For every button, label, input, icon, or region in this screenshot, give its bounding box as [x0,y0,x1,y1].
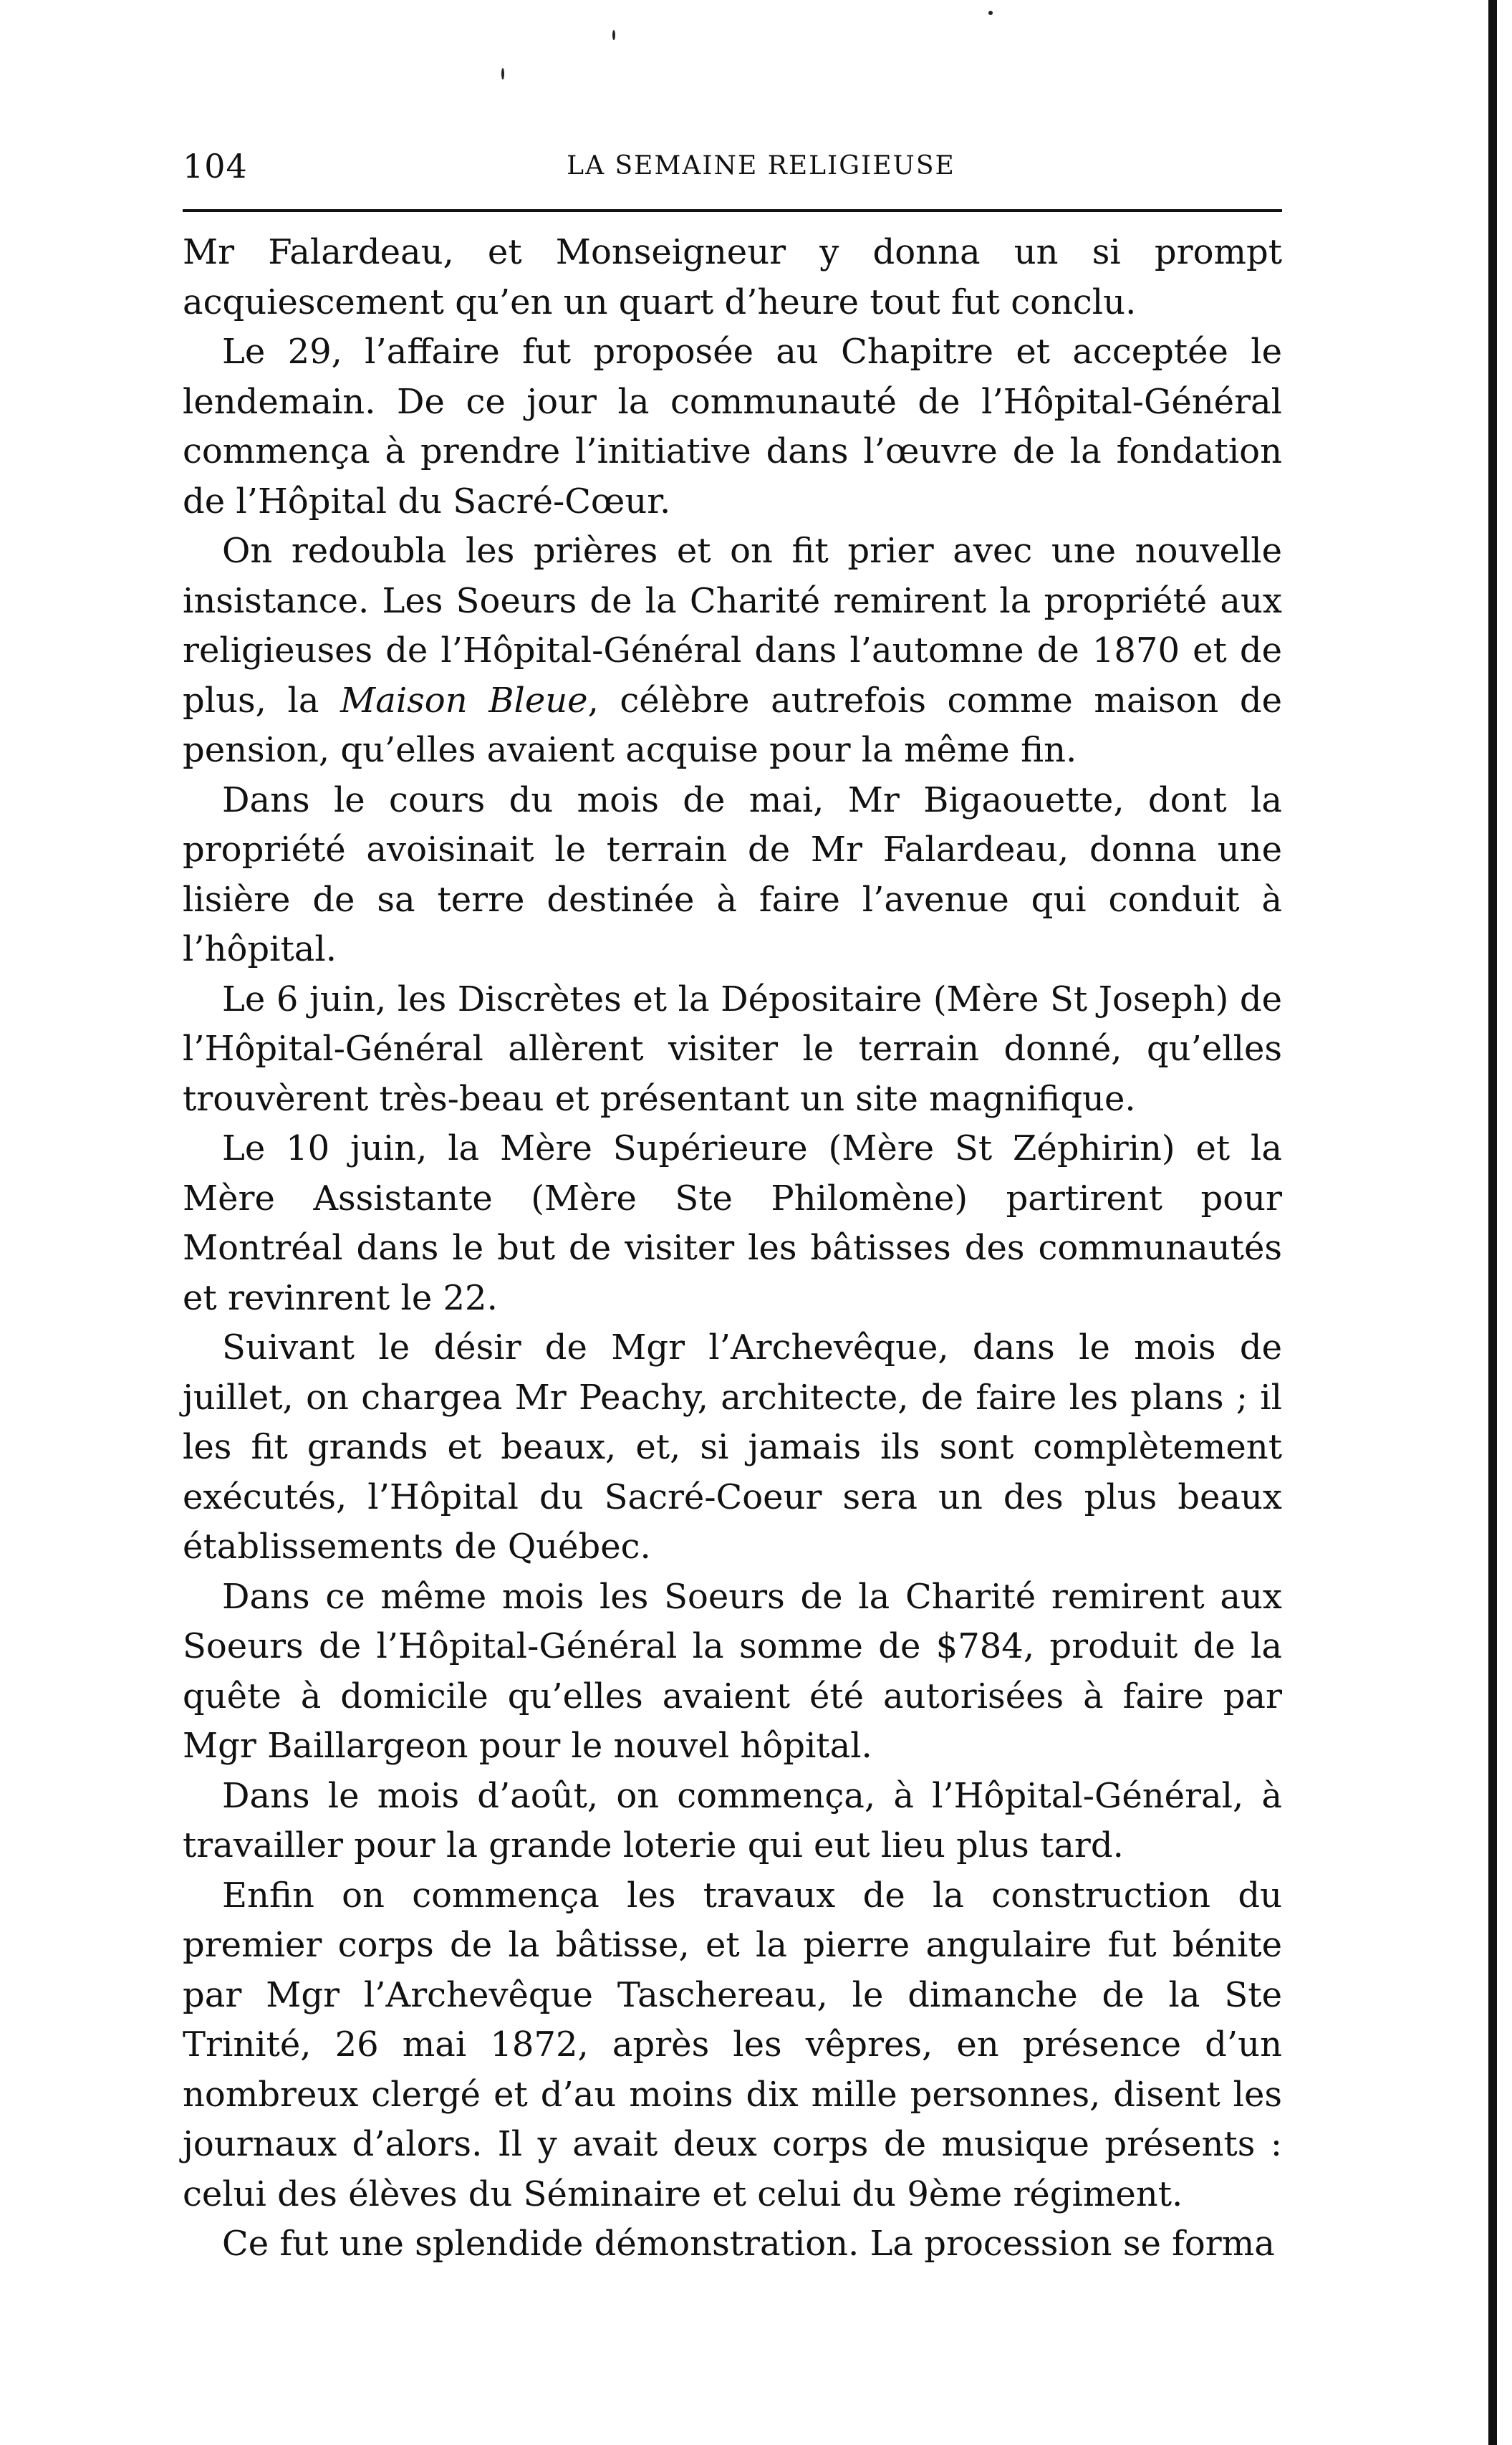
paragraph: Dans ce même mois les Soeurs de la Charité remirent aux Soeurs de l’Hôpital-Général la somme de $784, produit de la quête à domicile qu’elles avaient été autorisées à faire par Mgr Baillargeon pour le nouvel hôpital. [183,1576,1282,1766]
ink-speck [988,11,993,15]
ink-speck [501,68,504,80]
header-rule [183,209,1282,212]
paragraph-text: , célèbre autrefois comme maison de pension, qu’elles avaient acquise pour la même fin. [183,680,1283,770]
paragraph: Le 6 juin, les Discrètes et la Dépositaire (Mère St Joseph) de l’Hôpital-Général allèrent visiter le terrain donné, qu’elles trouvèrent très-beau et présentant un site magnifique. [183,979,1282,1119]
paragraph: Mr Falardeau, et Monseigneur y donna un si prompt acquiescement qu’en un quart d’heure tout fut conclu. [183,232,1282,322]
paragraph-text: On redoubla les prières et on fit prier avec une nouvelle insistance. Les Soeurs de la Charité remirent la propriété aux religieuses de l’Hôpital-Général dans l’automne de 1870 et de plus, la [183,531,1282,721]
paragraph [183,527,1282,776]
page-number: 104 [183,147,248,186]
paragraph: Suivant le désir de Mgr l’Archevêque, dans le mois de juillet, on chargea Mr Peachy, architecte, de faire les plans ; il les fit grands et beaux, et, si jamais ils sont complètement exécutés, l’Hôpital du Sacré-Coeur sera un des plus beaux établissements de Québec. [183,1327,1282,1567]
body-text [183,228,1282,2269]
paragraph: Dans le cours du mois de mai, Mr Bigaouette, dont la propriété avoisinait le terrain de Mr Falardeau, donna une lisière de sa terre destinée à faire l’avenue qui conduit à l’hôpital. [183,779,1282,969]
paragraph: Enfin on commença les travaux de la construction du premier corps de la bâtisse, et la pierre angulaire fut bénite par Mgr l’Archevêque Taschereau, le dimanche de la Ste Trinité, 26 mai 1872, après les vêpres, en présence d’un nombreux clergé et d’au moins dix mille personnes, disent les journaux d’alors. Il y avait deux corps de musique présents : celui des élèves du Séminaire et celui du 9ème régiment. [183,1875,1282,2214]
paragraph: Le 10 juin, la Mère Supérieure (Mère St Zéphirin) et la Mère Assistante (Mère Ste Philomène) partirent pour Montréal dans le but de visiter les bâtisses des communautés et revinrent le 22. [183,1128,1282,1318]
paragraph: Le 29, l’affaire fut proposée au Chapitre et acceptée le lendemain. De ce jour la communauté de l’Hôpital-Général commença à prendre l’initiative dans l’œuvre de la fondation de l’Hôpital du Sacré-Cœur. [183,332,1282,522]
binding-edge [1488,0,1497,2445]
italic-name: Maison Bleue [340,680,588,721]
running-title: LA SEMAINE RELIGIEUSE [567,151,955,181]
ink-speck [612,30,615,40]
paragraph: Ce fut une splendide démonstration. La procession se forma [222,2224,1275,2264]
paragraph: Dans le mois d’août, on commença, à l’Hôpital-Général, à travailler pour la grande loterie qui eut lieu plus tard. [183,1775,1282,1865]
page-header [183,147,1282,190]
